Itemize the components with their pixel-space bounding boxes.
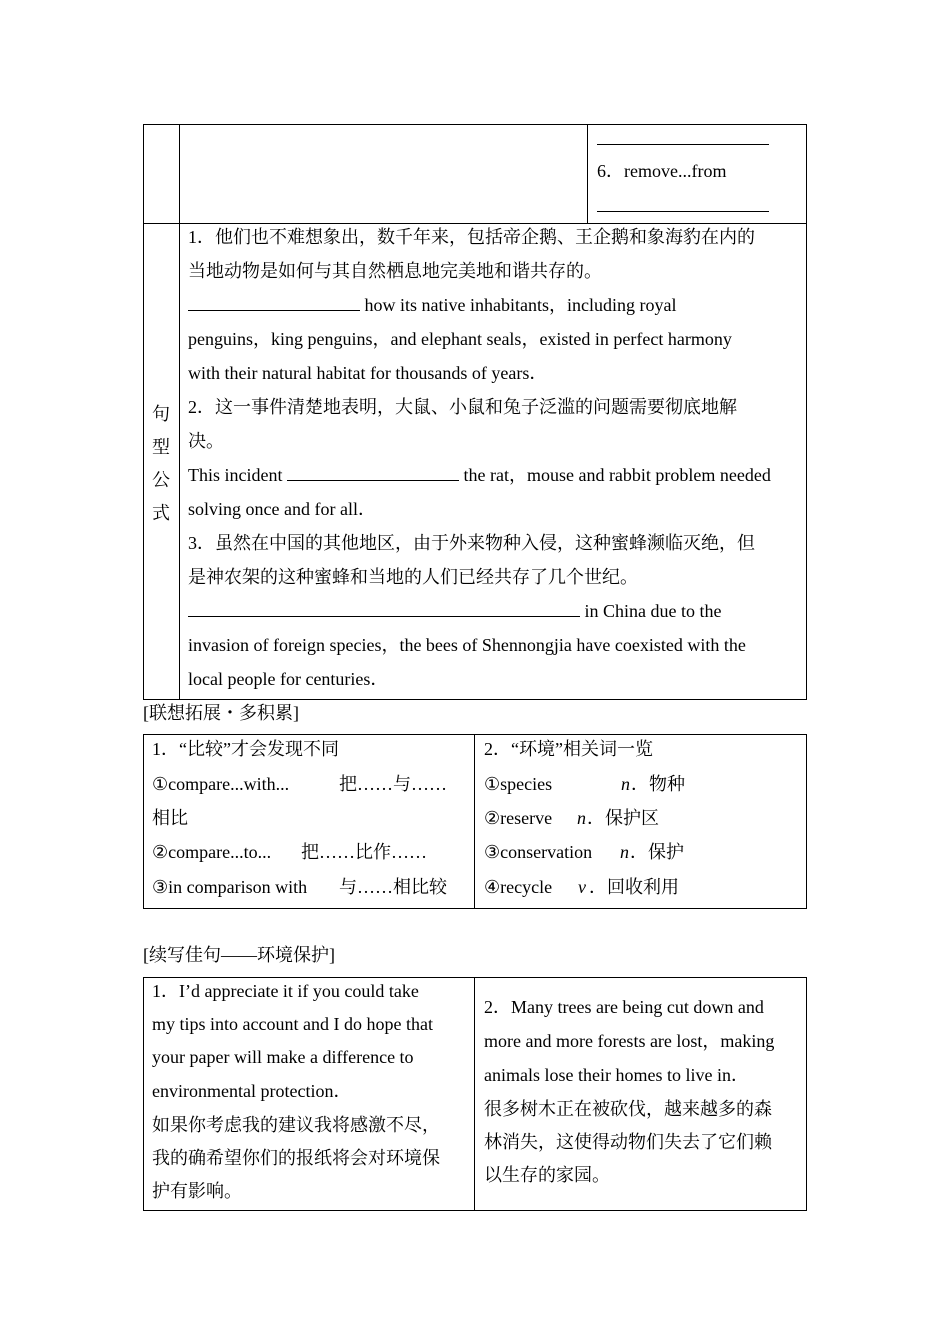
good-sentence-2-english: more and more forests are lost，making: [484, 1031, 775, 1051]
side-label-char: 句: [152, 404, 170, 424]
sentence-1-english: how its native inhabitants，including royal: [188, 288, 676, 322]
good-sentence-2-english: animals lose their homes to live in．: [484, 1065, 749, 1085]
sentence-2-chinese: 决。: [188, 431, 224, 451]
answer-blank: [287, 464, 459, 481]
environment-word: ②reserve: [484, 808, 553, 828]
answer-blank: [188, 600, 580, 617]
environment-meaning: ．物种: [631, 774, 685, 794]
environment-pos: n: [621, 774, 630, 794]
answer-blank: [597, 128, 769, 145]
sentence-2-english: This incident the rat，mouse and rabbit problem needed: [188, 465, 771, 485]
comparison-meaning: 把……比作……: [301, 842, 427, 862]
environment-meaning: ．保护: [630, 842, 684, 862]
environment-word: ③conservation: [484, 842, 593, 862]
comparison-meaning: 相比: [152, 808, 188, 828]
sentence-1-chinese: 1．他们也不难想象出，数千年来，包括帝企鹅、王企鹅和象海豹在内的: [188, 227, 755, 247]
good-sentence-1-english: my tips into account and I do hope that: [152, 1014, 433, 1034]
comparison-meaning: 把……与……: [339, 774, 447, 794]
environment-meaning: ．回收利用: [589, 877, 679, 897]
good-sentences-heading: [续写佳句——环境保护]: [143, 945, 335, 965]
sentence-1-english: with their natural habitat for thousands of years．: [188, 363, 548, 383]
comparison-item: ③in comparison with: [152, 877, 308, 897]
side-label-char: 式: [152, 503, 170, 523]
sentence-3-english: in China due to the: [188, 594, 721, 628]
environment-word: ①species: [484, 774, 553, 794]
sentence-3-english: invasion of foreign species，the bees of Shennongjia have coexisted with the: [188, 635, 746, 655]
comparison-item: ①compare...with...: [152, 774, 290, 794]
good-sentence-2-chinese: 很多树木正在被砍伐，越来越多的森: [484, 1099, 772, 1119]
comparison-title: 1．“比较”才会发现不同: [152, 739, 339, 759]
sentence-3-english: local people for centuries．: [188, 669, 389, 689]
environment-title: 2．“环境”相关词一览: [484, 739, 653, 759]
good-sentence-1-english: environmental protection．: [152, 1081, 352, 1101]
environment-pos: n: [577, 808, 586, 828]
good-sentence-1-english: 1．I’d appreciate it if you could take: [152, 981, 419, 1001]
environment-pos: n: [620, 842, 629, 862]
sentence-2-english: solving once and for all．: [188, 499, 376, 519]
comparison-meaning: 与……相比较: [339, 877, 447, 897]
sentence-2-chinese: 2．这一事件清楚地表明，大鼠、小鼠和兔子泛滥的问题需要彻底地解: [188, 397, 737, 417]
sentence-3-chinese: 3．虽然在中国的其他地区，由于外来物种入侵，这种蜜蜂濒临灭绝，但: [188, 533, 755, 553]
good-sentence-1-chinese: 如果你考虑我的建议我将感激不尽，: [152, 1115, 440, 1135]
good-sentence-1-chinese: 护有影响。: [152, 1181, 242, 1201]
environment-word: ④recycle: [484, 877, 553, 897]
good-sentence-2-chinese: 以生存的家园。: [484, 1165, 610, 1185]
phrase-item-6: 6．remove...from: [597, 161, 727, 181]
good-sentence-2-english: 2．Many trees are being cut down and: [484, 997, 764, 1017]
answer-blank: [597, 195, 769, 212]
environment-meaning: ．保护区: [587, 808, 659, 828]
good-sentence-1-english: your paper will make a difference to: [152, 1047, 414, 1067]
good-sentence-1-chinese: 我的确希望你们的报纸将会对环境保: [152, 1148, 440, 1168]
environment-pos: v: [578, 877, 586, 897]
side-label-char: 型: [152, 437, 170, 457]
side-label-char: 公: [152, 470, 170, 490]
sentence-1-chinese: 当地动物是如何与其自然栖息地完美地和谐共存的。: [188, 261, 602, 281]
top-table: [143, 124, 807, 224]
side-label: [152, 398, 170, 530]
sentence-1-english: penguins，king penguins，and elephant seals，existed in perfect harmony: [188, 329, 732, 349]
expansion-heading: [联想拓展・多积累]: [143, 703, 299, 723]
answer-blank: [188, 294, 360, 311]
comparison-item: ②compare...to...: [152, 842, 272, 862]
good-sentence-2-chinese: 林消失，这使得动物们失去了它们赖: [484, 1132, 772, 1152]
sentence-3-chinese: 是神农架的这种蜜蜂和当地的人们已经共存了几个世纪。: [188, 567, 638, 587]
